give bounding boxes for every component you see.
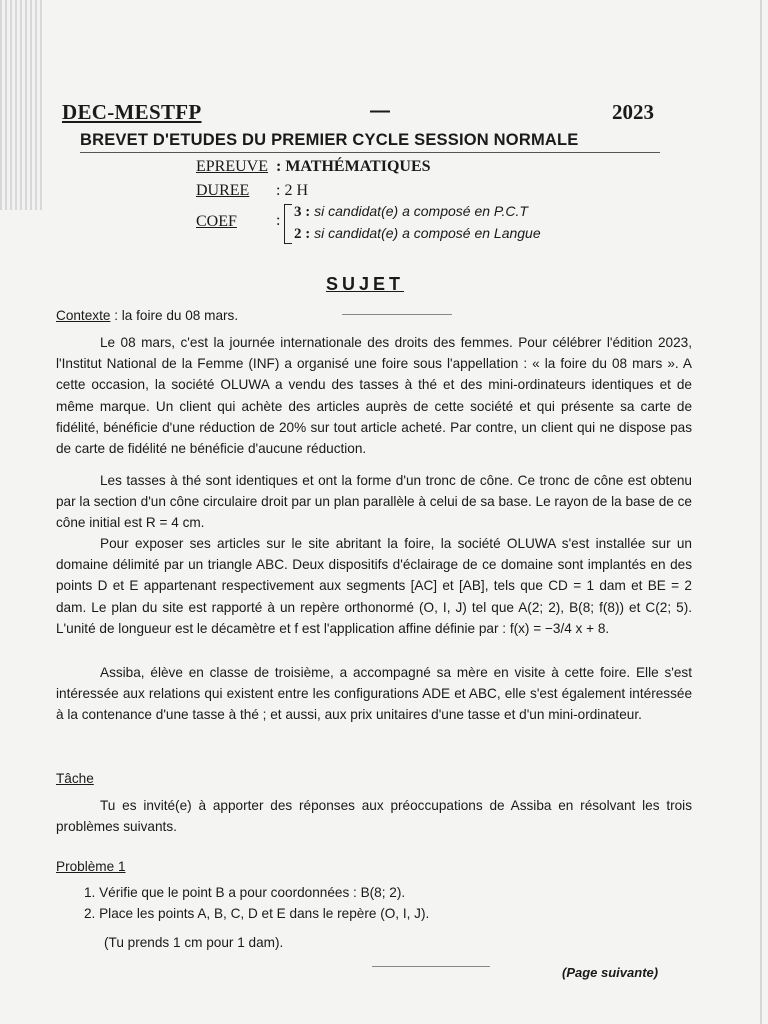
header-dash: —: [370, 100, 390, 122]
scan-edge-artifact: [0, 0, 42, 210]
exam-title-underline: [80, 152, 660, 153]
problem1-item: 1. Vérifie que le point B a pour coordonnées : B(8; 2).: [84, 885, 406, 900]
scan-edge-artifact-right: [760, 0, 762, 1024]
problem1-item: 2. Place les points A, B, C, D et E dans le repère (O, I, J).: [84, 906, 430, 921]
stray-line: [372, 966, 490, 967]
coef-label: COEF: [196, 213, 237, 230]
coef-text: si candidat(e) a composé en Langue: [310, 225, 541, 241]
coef-colon: :: [276, 212, 281, 229]
duree-label: DUREE: [196, 182, 250, 199]
task-text: Tu es invité(e) à apporter des réponses aux préoccupations de Assiba en résolvant les trois problèmes suivants.: [56, 798, 692, 835]
context-line: [56, 305, 692, 326]
paragraph-text: Le 08 mars, c'est la journée internationale des droits des femmes. Pour célébrer l'édition 2023, l'Institut National de la Femme (INF) a organisé une foire sous l'appellation : « la foire du 08 mars ». A cette occasion, la société OLUWA a vendu des tasses à thé et des mini-ordinateurs identiques et de même marque. Un client qui achète des articles auprès de cette société et qui présente sa carte de fidélité, bénéficie d'une réduction de 20% sur tout article acheté. Par contre, un client qui ne dispose pas de carte de fidélité ne bénéficie d'aucune réduction.: [56, 335, 692, 457]
exam-title: BREVET D'ETUDES DU PREMIER CYCLE SESSION NORMALE: [80, 131, 579, 149]
duree-value: : 2 H: [276, 182, 308, 199]
coef-brace: [284, 204, 292, 244]
paragraph-text: Assiba, élève en classe de troisième, a accompagné sa mère en visite à cette foire. Elle s'est intéressée aux relations qui existent entre les configurations ADE et ABC, elle s'est également intéressée à la contenance d'une tasse à thé ; et aussi, aux prix unitaires d'une tasse et d'un mini-ordinateur.: [56, 665, 692, 723]
problem1-note: (Tu prends 1 cm pour 1 dam).: [104, 935, 284, 950]
context-text: : la foire du 08 mars.: [110, 308, 239, 323]
coef-option-pct: [294, 203, 528, 221]
coef-text: si candidat(e) a composé en P.C.T: [310, 203, 528, 219]
problem1-label: Problème 1: [56, 859, 126, 874]
problem1-heading: [56, 856, 692, 877]
organization-title: DEC-MESTFP: [62, 100, 202, 124]
coef-value: 2 :: [294, 226, 311, 242]
context-label: Contexte: [56, 308, 111, 323]
epreuve-label: EPREUVE: [196, 158, 268, 175]
coef-option-langue: [294, 225, 541, 243]
paragraph-text: Les tasses à thé sont identiques et ont la forme d'un tronc de cône. Ce tronc de cône est obtenu par la section d'un cône circulaire droit par un plan parallèle à celui de sa base. Le rayon de la base de ce cône initial est R = 4 cm.: [56, 473, 692, 531]
paragraph-text: Pour exposer ses articles sur le site abritant la foire, la société OLUWA s'est installée sur un domaine délimité par un triangle ABC. Deux dispositifs d'éclairage de ce domaine sont implantés en des points D et E appartenant respectivement aux segments [AC] et [AB], tels que CD = 1 dam et BE = 2 dam. Le plan du site est rapporté à un repère orthonormé (O, I, J) tel que A(2; 2), B(8; f(8)) et C(2; 5). L'unité de longueur est le décamètre et f est l'application affine définie par : f(x) = −3/4 x + 8.: [56, 536, 692, 636]
paragraph-assiba: [56, 662, 692, 726]
stray-line: [342, 314, 452, 315]
exam-year: 2023: [612, 100, 654, 124]
paragraph-intro: [56, 332, 692, 459]
paragraph-site: [56, 533, 692, 639]
task-label: Tâche: [56, 771, 94, 786]
task-heading: [56, 768, 692, 789]
section-title: SUJET: [326, 274, 405, 294]
paragraph-cone: [56, 470, 692, 534]
page-next-indicator: (Page suivante): [562, 965, 659, 980]
epreuve-value: : MATHÉMATIQUES: [276, 158, 431, 175]
coef-value: 3 :: [294, 204, 311, 220]
task-text-block: [56, 795, 692, 837]
